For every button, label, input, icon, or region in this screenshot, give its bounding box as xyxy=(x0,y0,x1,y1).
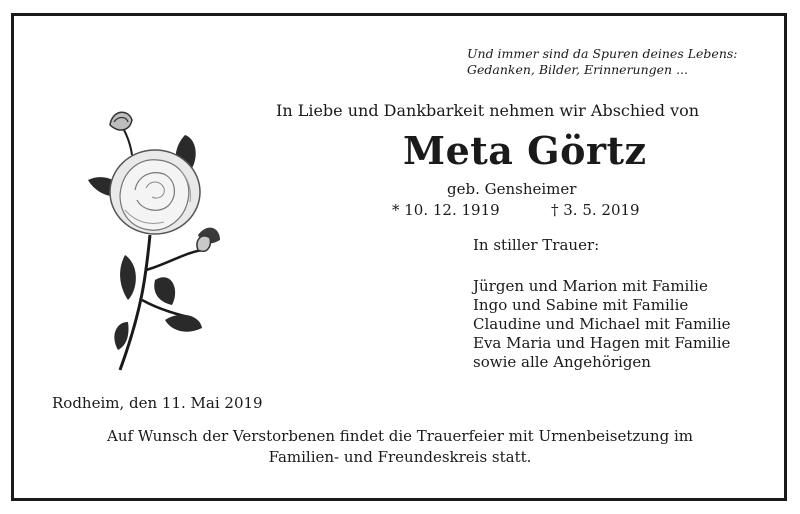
motto-line-1: Und immer sind da Spuren deines Lebens: xyxy=(467,46,738,61)
birth-date: * 10. 12. 1919 xyxy=(392,201,500,219)
mourner-line: Jürgen und Marion mit Familie xyxy=(473,277,708,295)
funeral-note xyxy=(40,426,760,468)
funeral-note-line-1: Auf Wunsch der Verstorbenen findet die Trauerfeier mit Urnenbeisetzung im xyxy=(107,427,693,445)
motto xyxy=(467,46,738,78)
mourner-line: Claudine und Michael mit Familie xyxy=(473,315,731,333)
deceased-name: Meta Görtz xyxy=(403,128,647,173)
mourner-line: Ingo und Sabine mit Familie xyxy=(473,296,689,314)
funeral-note-line-2: Familien- und Freundeskreis statt. xyxy=(268,448,532,466)
mourners-list xyxy=(473,277,731,372)
mourner-line: Eva Maria und Hagen mit Familie xyxy=(473,334,731,352)
birth-name: geb. Gensheimer xyxy=(447,180,577,198)
death-date: † 3. 5. 2019 xyxy=(551,201,640,219)
intro-text: In Liebe und Dankbarkeit nehmen wir Abschied von xyxy=(276,101,700,120)
rose-icon xyxy=(80,100,230,375)
mourning-heading: In stiller Trauer: xyxy=(473,236,600,254)
place-date: Rodheim, den 11. Mai 2019 xyxy=(52,394,263,412)
mourner-line: sowie alle Angehörigen xyxy=(473,353,651,371)
motto-line-2: Gedanken, Bilder, Erinnerungen ... xyxy=(467,62,689,77)
